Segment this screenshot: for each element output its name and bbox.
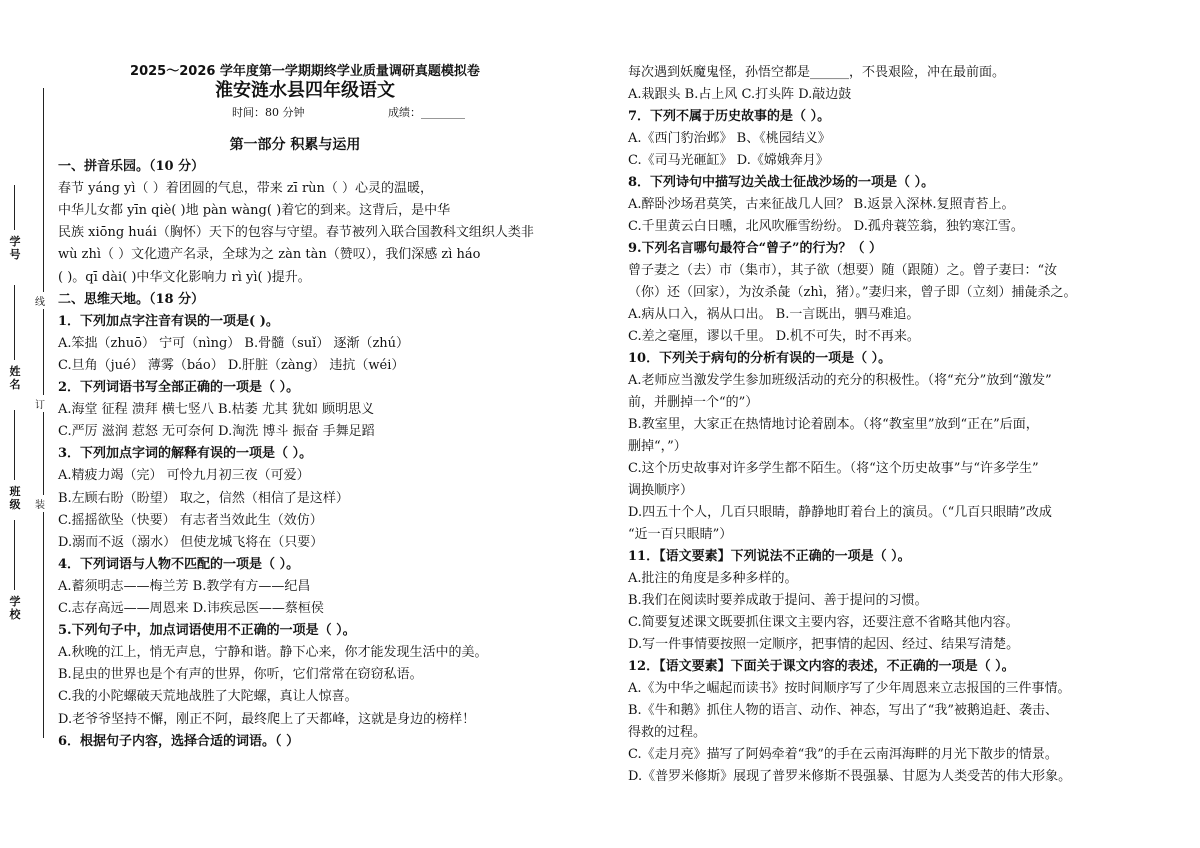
- text-line: C.严厉 滋润 惹怒 无可奈何 D.淘洗 博斗 振奋 手舞足蹈: [58, 424, 375, 440]
- text-line: A.《西门豹治邺》 B、《桃园结义》: [628, 131, 831, 146]
- text-line: 删掉“，”）: [628, 439, 687, 454]
- text-line: D.四五十个人，几百只眼睛，静静地盯着台上的演员。（“几百只眼睛”改成: [628, 505, 1052, 520]
- question-heading: 5.下列句子中，加点词语使用不正确的一项是（ ）。: [58, 623, 356, 639]
- text-line: A.《为中华之崛起而读书》按时间顺序写了少年周恩来立志报国的三件事情。: [628, 681, 1071, 696]
- text-line: C.志存高远——周恩来 D.讳疾忌医——蔡桓侯: [58, 601, 324, 616]
- text-line: 调换顺序）: [628, 483, 694, 498]
- score-info: 成绩：________: [388, 106, 465, 119]
- name-blank: [14, 285, 16, 360]
- question-heading: 2．下列词语书写全部正确的一项是（ ）。: [58, 380, 300, 395]
- question-heading: 二、思维天地。（18 分）: [58, 291, 205, 307]
- text-line: D.溺而不返（溺水） 但使龙城飞将在（只要）: [58, 534, 324, 550]
- text-line: A.醉卧沙场君莫笑，古来征战几人回？ B.返景入深林.复照青苔上。: [628, 197, 1015, 212]
- text-line: A.老师应当激发学生参加班级活动的充分的积极性。（将“充分”放到“激发”: [628, 373, 1052, 388]
- text-line: A.蓄须明志——梅兰芳 B.教学有方——纪昌: [58, 578, 311, 594]
- question-heading: 9.下列名言哪句最符合“曾子”的行为？（ ）: [628, 241, 883, 256]
- question-heading: 1．下列加点字注音有误的一项是( )。: [58, 313, 279, 329]
- binding-line: [43, 88, 44, 738]
- text-line: B.左顾右盼（盼望） 取之，信然（相信了是这样）: [58, 490, 349, 506]
- question-heading: 6．根据句子内容，选择合适的词语。（ ）: [58, 733, 300, 749]
- text-line: “近一百只眼睛”）: [628, 527, 733, 542]
- text-line: 前，并删掉一个“的”）: [628, 395, 759, 410]
- time-info: 时间：80 分钟: [232, 106, 305, 119]
- text-line: wù zhì（ ）文化遗产名录，全球为之 zàn tàn（赞叹），我们深感 zì háo: [58, 247, 481, 263]
- text-line: 民族 xiōng huái（胸怀）天下的包容与守望。春节被列入联合国教科文组织人类非: [58, 225, 534, 241]
- text-line: B.教室里，大家正在热情地讨论着剧本。（将“教室里”放到“正在”后面，: [628, 417, 1039, 432]
- text-line: C.我的小陀螺破天荒地战胜了大陀螺，真让人惊喜。: [58, 689, 358, 705]
- text-line: A.笨拙（zhuō） 宁可（nìng） B.骨髓（suǐ） 逐渐（zhú）: [58, 335, 410, 351]
- question-heading: 7．下列不属于历史故事的是（ ）。: [628, 109, 831, 124]
- section-title: 第一部分 积累与运用: [229, 137, 361, 153]
- binding-margin: [0, 0, 60, 848]
- binding-char-1: 装: [35, 495, 45, 512]
- text-line: A.秋晚的江上，悄无声息，宁静和谐。静下心来，你才能发现生活中的美。: [58, 645, 488, 661]
- text-line: D.写一件事情要按照一定顺序，把事情的起因、经过、结果写清楚。: [628, 637, 1020, 652]
- exam-title: 2025～2026 学年度第一学期期终学业质量调研真题模拟卷: [130, 64, 480, 79]
- text-line: A.病从口入，祸从口出。 B.一言既出，驷马难追。: [628, 307, 920, 322]
- binding-char-2: 订: [35, 395, 45, 412]
- text-line: C.千里黄云白日曛，北风吹雁雪纷纷。 D.孤舟蓑笠翁，独钓寒江雪。: [628, 219, 1024, 234]
- text-line: A.栽跟头 B.占上风 C.打头阵 D.敲边鼓: [628, 87, 852, 102]
- text-line: 每次遇到妖魔鬼怪，孙悟空都是______，不畏艰险，冲在最前面。: [628, 65, 1006, 80]
- question-heading: 10．下列关于病句的分析有误的一项是（ ）。: [628, 351, 892, 366]
- school-label: 学校: [9, 595, 21, 621]
- question-heading: 11．【语文要素】下列说法不正确的一项是（ ）。: [628, 549, 911, 564]
- question-heading: 一、拼音乐园。（10 分）: [58, 159, 205, 174]
- class-label: 班级: [9, 485, 21, 511]
- class-blank: [14, 410, 16, 480]
- question-heading: 4．下列词语与人物不匹配的一项是（ ）。: [58, 556, 300, 572]
- text-line: C.旦角（jué） 薄雾（báo） D.肝脏（zàng） 违抗（wéi）: [58, 357, 405, 373]
- text-line: C.差之毫厘，谬以千里。 D.机不可失，时不再来。: [628, 329, 920, 344]
- text-line: C.摇摇欲坠（快要） 有志者当效此生（效仿）: [58, 512, 323, 528]
- text-line: A.批注的角度是多种多样的。: [628, 571, 798, 586]
- text-line: 得救的过程。: [628, 725, 707, 740]
- text-line: A.精疲力竭（完） 可怜九月初三夜（可爱）: [58, 468, 310, 484]
- text-line: B.《牛和鹅》抓住人物的语言、动作、神态，写出了“我”被鹅追赶、袭击、: [628, 703, 1058, 718]
- question-heading: 3．下列加点字词的解释有误的一项是（ ）。: [58, 446, 313, 462]
- text-line: B.我们在阅读时要养成敢于提问、善于提问的习惯。: [628, 593, 928, 608]
- question-heading: 12．【语文要素】下面关于课文内容的表述，不正确的一项是（ ）。: [628, 659, 1015, 674]
- text-line: C.简要复述课文既要抓住课文主要内容，还要注意不省略其他内容。: [628, 615, 1019, 630]
- text-line: A.海堂 征程 溃拜 横七竖八 B.枯萎 尤其 犹如 顾明思义: [58, 402, 375, 418]
- text-line: D.老爷爷坚持不懈，刚正不阿，最终爬上了天都峰，这就是身边的榜样！: [58, 711, 476, 727]
- text-line: 春节 yáng yì（ ）着团圆的气息，带来 zī rùn（ ）心灵的温暖，: [58, 181, 434, 197]
- text-line: 曾子妻之（去）市（集市），其子欲（想要）随（跟随）之。曾子妻曰：“汝: [628, 263, 1058, 278]
- question-heading: 8．下列诗句中描写边关战士征战沙场的一项是（ ）。: [628, 175, 935, 190]
- text-line: C.《司马光砸缸》 D.《嫦娥奔月》: [628, 153, 829, 168]
- text-line: 中华儿女都 yīn qiè( )地 pàn wàng( )着它的到来。这背后，是中华: [58, 203, 451, 219]
- text-line: D.《普罗米修斯》展现了普罗米修斯不畏强暴、甘愿为人类受苦的伟大形象。: [628, 769, 1072, 784]
- text-line: ( )。qī dài( )中华文化影响力 rì yì( )提升。: [58, 269, 311, 285]
- text-line: C.这个历史故事对许多学生都不陌生。（将“这个历史故事”与“许多学生”: [628, 461, 1039, 476]
- school-blank: [14, 520, 16, 590]
- number-label: 学号: [9, 235, 21, 261]
- number-blank: [14, 185, 16, 230]
- exam-subtitle: 淮安涟水县四年级语文: [215, 80, 395, 101]
- binding-char-3: 线: [35, 292, 45, 309]
- text-line: B.昆虫的世界也是个有声的世界，你听，它们常常在窃窃私语。: [58, 667, 423, 683]
- name-label: 姓名: [9, 365, 21, 391]
- text-line: （你）还（回家），为汝杀彘（zhì，猪）。”妻归来，曾子即（立刻）捕彘杀之。: [628, 285, 1077, 300]
- text-line: C.《走月亮》描写了阿妈牵着“我”的手在云南洱海畔的月光下散步的情景。: [628, 747, 1058, 762]
